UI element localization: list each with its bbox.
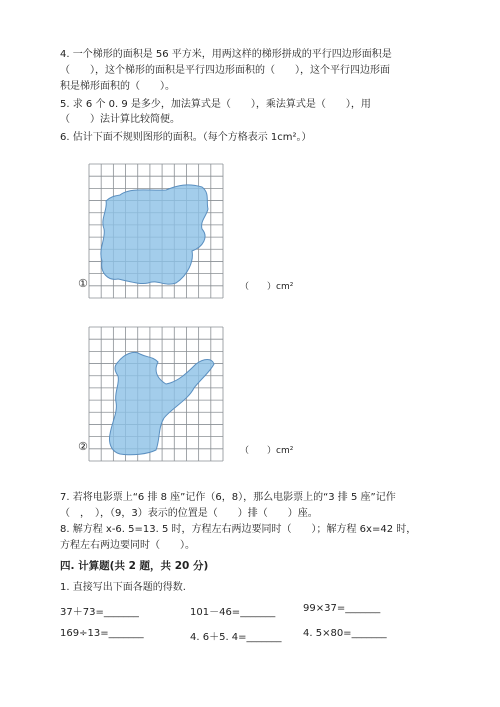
q8-line1: 8. 解方程 x-6. 5=13. 5 时，方程左右两边要同时（ ）；解方程 6x=42 时， [60, 524, 417, 535]
q7-line1: 7. 若将电影票上“6 排 8 座”记作（6，8），那么电影票上的“3 排 5 座”记作 [60, 492, 396, 503]
grid-figure-2 [88, 326, 224, 465]
section-4-title: 四. 计算题(共 2 题，共 20 分) [60, 560, 209, 572]
q5-line1: 5. 求 6 个 0. 9 是多少，加法算式是（ ），乘法算式是（ ），用 [60, 99, 371, 110]
calc-item: 99×37=_______ [303, 603, 381, 614]
q4-line2: （ ），这个梯形的面积是平行四边形面积的（ ），这个平行四边形面 [60, 65, 390, 76]
calc-item: 169÷13=_______ [60, 628, 144, 639]
figure-1-answer: （ ）cm² [240, 282, 294, 292]
q7-line2: （ ， ），（9，3）表示的位置是（ ）排（ ）座。 [60, 508, 318, 519]
calc-item: 37＋73=_______ [60, 607, 139, 618]
q5-line2: （ ）法计算比较简便。 [60, 114, 180, 125]
q4-line3: 积是梯形面积的（ ）。 [60, 81, 175, 92]
grid-figure-2-svg [88, 326, 224, 462]
calc-item: 101－46=_______ [190, 607, 276, 618]
irregular-shape-1 [101, 185, 208, 284]
q6-line1: 6. 估计下面不规则图形的面积。（每个方格表示 1cm²。） [60, 132, 312, 143]
section-4-q1: 1. 直接写出下面各题的得数. [60, 582, 186, 593]
figure-2-label: ② [78, 440, 88, 453]
figure-2-answer: （ ）cm² [240, 446, 294, 456]
grid-figure-1-svg [88, 163, 224, 299]
q8-line2: 方程左右两边要同时（ ）。 [60, 540, 195, 551]
grid-figure-1 [88, 163, 224, 302]
calc-item: 4. 6＋5. 4=_______ [190, 632, 282, 643]
calc-item: 4. 5×80=_______ [303, 628, 387, 639]
figure-1-label: ① [78, 277, 88, 290]
q4-line1: 4. 一个梯形的面积是 56 平方米，用两这样的梯形拼成的平行四边形面积是 [60, 49, 392, 60]
